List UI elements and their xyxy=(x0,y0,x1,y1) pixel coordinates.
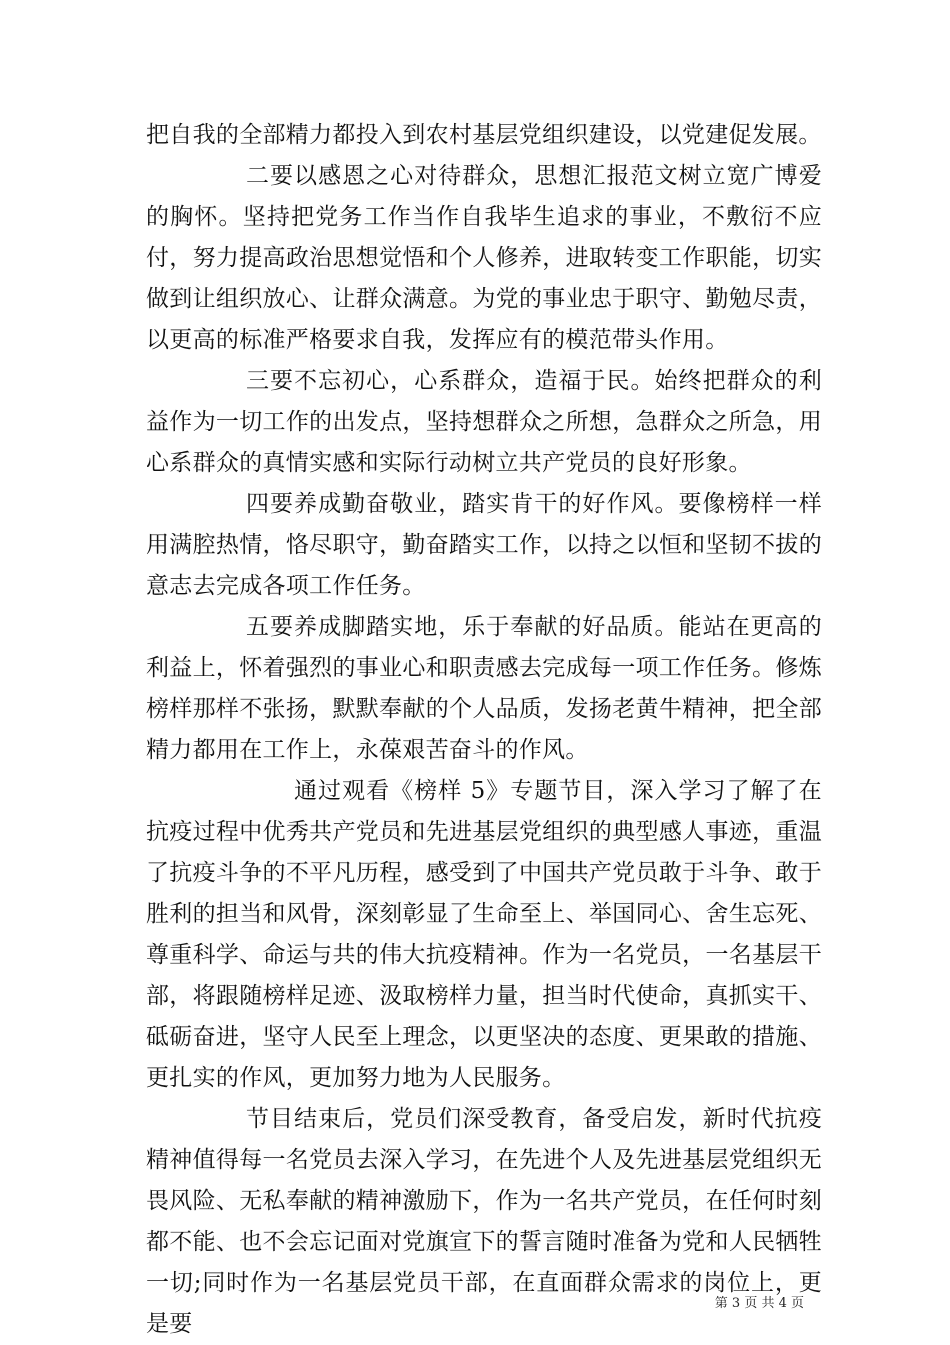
paragraph-point-four: 四要养成勤奋敬业，踏实肯干的好作风。要像榜样一样用满腔热情，恪尽职守，勤奋踏实工作，以持之以恒和坚韧不拔的意志去完成各项工作任务。 xyxy=(146,491,822,599)
paragraph-point-five: 五要养成脚踏实地，乐于奉献的好品质。能站在更高的利益上，怀着强烈的事业心和职责感去完成每一项工作任务。修炼榜样那样不张扬，默默奉献的个人品质，发扬老黄牛精神，把全部精力都用在工作上，永葆艰苦奋斗的作风。 xyxy=(146,614,822,763)
paragraph-point-two: 二要以感恩之心对待群众，思想汇报范文树立宽广博爱的胸怀。坚持把党务工作当作自我毕生追求的事业，不敷衍不应付，努力提高政治思想觉悟和个人修养，进取转变工作职能，切实做到让组织放心、让群众满意。为党的事业忠于职守、勤勉尽责，以更高的标准严格要求自我，发挥应有的模范带头作用。 xyxy=(146,163,822,353)
paragraph-continuation: 把自我的全部精力都投入到农村基层党组织建设，以党建促发展。 xyxy=(146,122,822,148)
paragraph-program-reflection: 通过观看《榜样 5》专题节目，深入学习了解了在抗疫过程中优秀共产党员和先进基层党组织的典型感人事迹，重温了抗疫斗争的不平凡历程，感受到了中国共产党员敢于斗争、敢于胜利的担当和风骨，深刻彰显了生命至上、举国同心、舍生忘死、尊重科学、命运与共的伟大抗疫精神。作为一名党员，一名基层干部，将跟随榜样足迹、汲取榜样力量，担当时代使命，真抓实干、砥砺奋进，坚守人民至上理念，以更坚决的态度、更果敢的措施、更扎实的作风，更加努力地为人民服务。 xyxy=(146,778,822,1091)
paragraph-after-program: 节目结束后，党员们深受教育，备受启发，新时代抗疫精神值得每一名党员去深入学习，在先进个人及先进基层党组织无畏风险、无私奉献的精神激励下，作为一名共产党员，在任何时刻都不能、也不会忘记面对党旗宣下的誓言随时准备为党和人民牺牲一切;同时作为一名基层党员干部，在直面群众需求的岗位上，更是要 xyxy=(146,1106,822,1337)
paragraph-point-three: 三要不忘初心，心系群众，造福于民。始终把群众的利益作为一切工作的出发点，坚持想群众之所想，急群众之所急，用心系群众的真情实感和实际行动树立共产党员的良好形象。 xyxy=(146,368,822,476)
page-number-footer: 第 3 页 共 4 页 xyxy=(714,1296,804,1311)
document-body xyxy=(146,115,822,1345)
